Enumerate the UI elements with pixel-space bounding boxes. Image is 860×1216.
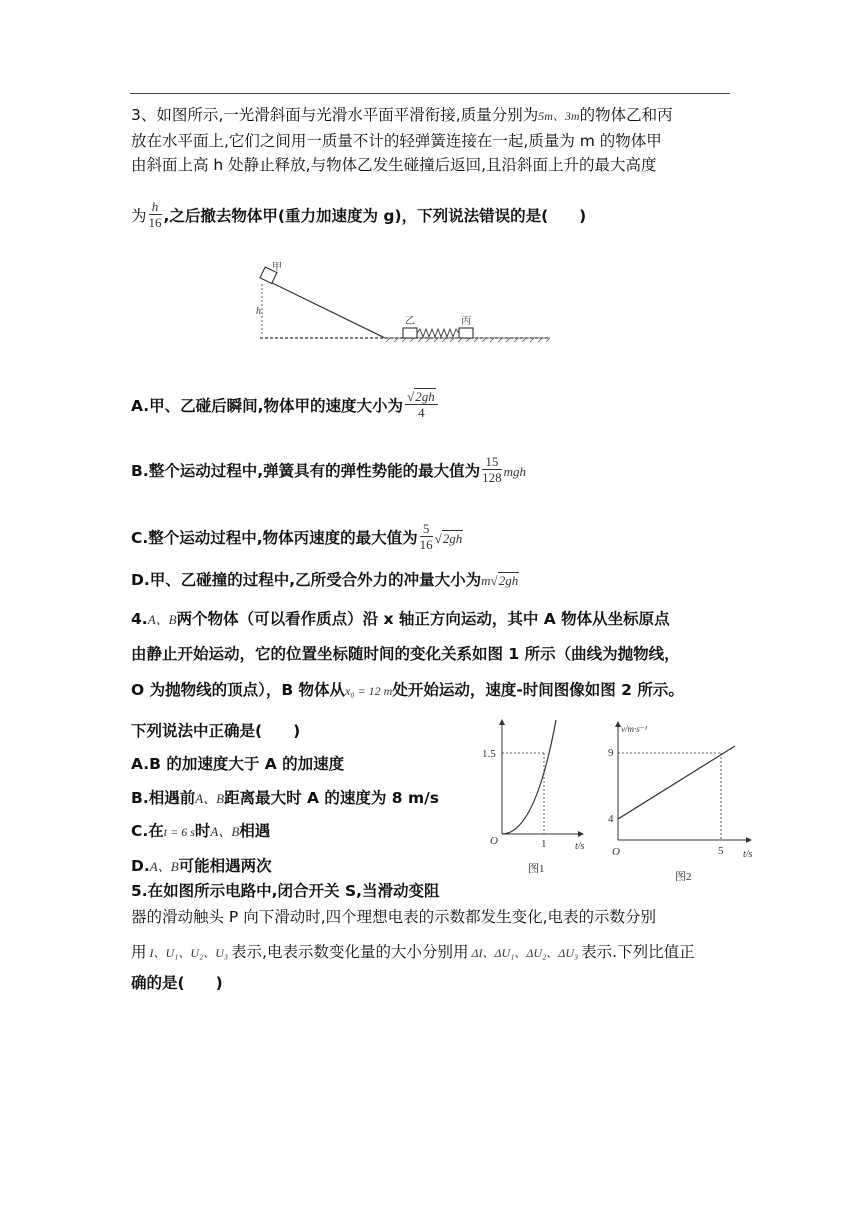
q3-text-bold: ,之后撤去物体甲(重力加速度为 g)，下列说法错误的是( ) bbox=[163, 207, 587, 225]
fig1-parabola bbox=[502, 720, 556, 834]
sqrt-sign: √2gh bbox=[407, 389, 435, 404]
q4-line-2: 由静止开始运动，它的位置坐标随时间的变化关系如图 1 所示（曲线为抛物线， bbox=[131, 645, 680, 663]
block-yi bbox=[403, 328, 417, 338]
option-text: D.甲、乙碰撞的过程中,乙所受合外力的冲量大小为 bbox=[131, 571, 482, 589]
fig1-y-tick: 1.5 bbox=[482, 748, 496, 760]
q4-option-a: A.B 的加速度大于 A 的加速度 bbox=[131, 755, 345, 773]
q3-line-4 bbox=[131, 199, 586, 230]
q3-option-d bbox=[131, 569, 519, 592]
q5-line-2: 器的滑动触头 P 向下滑动时,四个理想电表的示数都发生变化,电表的示数分别 bbox=[131, 908, 657, 926]
radicand: 2gh bbox=[442, 531, 463, 546]
q4-option-d bbox=[131, 855, 272, 878]
frac-denominator: 16 bbox=[419, 537, 433, 552]
label-jia: 甲 bbox=[272, 262, 282, 273]
q3-text-end: 的物体乙和丙 bbox=[579, 106, 673, 124]
q3-text: 3、如图所示,一光滑斜面与光滑水平面平滑衔接,质量分别为 bbox=[131, 106, 539, 124]
fig2-origin: O bbox=[612, 846, 620, 858]
q4-ab: A、B bbox=[149, 859, 179, 874]
radicand: 2gh bbox=[415, 389, 435, 404]
q4-t: t = 6 s bbox=[163, 825, 195, 839]
q4-text: O 为抛物线的顶点），B 物体从 bbox=[131, 681, 346, 699]
frac-numerator: 5 bbox=[420, 521, 433, 537]
option-text: C.在 bbox=[131, 822, 164, 840]
block-bing bbox=[459, 328, 473, 338]
q4-line-3 bbox=[131, 679, 684, 702]
option-c-fraction bbox=[420, 521, 433, 552]
q4-line-4: 下列说法中正确是( ) bbox=[131, 722, 301, 740]
q5-symbols-deltas: ΔI、ΔU₁、ΔU₂、ΔU₃ bbox=[471, 946, 579, 960]
option-text: 可能相遇两次 bbox=[178, 857, 272, 875]
fig1-x-label: t/s bbox=[575, 841, 585, 852]
frac-numerator: h bbox=[149, 199, 162, 215]
q4-x0: x₀ = 12 m bbox=[345, 684, 393, 698]
option-b-fraction bbox=[482, 454, 502, 485]
q3-line-1 bbox=[131, 104, 673, 127]
q4-ab: A、B bbox=[195, 791, 225, 806]
fig2-y-label: v/m·s⁻¹ bbox=[621, 724, 648, 734]
fig2-x-label: t/s bbox=[743, 849, 753, 860]
option-a-math bbox=[405, 389, 438, 420]
fig1-caption: 图1 bbox=[528, 863, 545, 875]
q5-line-4: 确的是( ) bbox=[131, 974, 223, 992]
fig2-caption: 图2 bbox=[675, 871, 692, 883]
q3-fraction bbox=[149, 199, 162, 230]
q5-text: 表示.下列比值正 bbox=[581, 943, 695, 961]
q5-line-1: 5.在如图所示电路中,闭合开关 S,当滑动变阻 bbox=[131, 882, 440, 900]
q4-figure-2 bbox=[605, 718, 765, 886]
q4-option-c bbox=[131, 820, 270, 843]
q3-incline-figure bbox=[250, 258, 560, 350]
q4-text: 两个物体（可以看作质点）沿 x 轴正方向运动，其中 A 物体从坐标原点 bbox=[176, 610, 670, 628]
label-h: h bbox=[256, 306, 261, 317]
radicand: 2gh bbox=[498, 573, 519, 588]
spring bbox=[417, 329, 459, 337]
q4-ab: A、B bbox=[210, 824, 240, 839]
q4-number: 4. bbox=[131, 610, 148, 628]
q3-line-2: 放在水平面上,它们之间用一质量不计的轻弹簧连接在一起,质量为 m 的物体甲 bbox=[131, 132, 662, 150]
option-text: B.相遇前 bbox=[131, 789, 196, 807]
frac-denominator: 128 bbox=[482, 470, 502, 485]
frac-denominator: 4 bbox=[418, 405, 425, 420]
option-b-tail: mgh bbox=[503, 464, 526, 479]
sqrt-sign: √2gh bbox=[434, 531, 463, 546]
option-text: D. bbox=[131, 857, 150, 875]
fig2-x-tick: 5 bbox=[718, 845, 724, 857]
q3-masses: 5m、3m bbox=[538, 109, 580, 123]
q4-text: 处开始运动，速度-时间图像如图 2 所示。 bbox=[392, 681, 684, 699]
option-text: 时 bbox=[194, 822, 211, 840]
q5-line-3 bbox=[131, 941, 695, 964]
q4-option-b bbox=[131, 787, 439, 810]
q4-figure-1 bbox=[480, 716, 595, 878]
option-text: 距离最大时 A 的速度为 8 m/s bbox=[224, 789, 439, 807]
q3-option-c bbox=[131, 521, 463, 552]
label-yi: 乙 bbox=[405, 316, 415, 327]
header-rule bbox=[130, 93, 730, 94]
option-text: A.甲、乙碰后瞬间,物体甲的速度大小为 bbox=[131, 397, 404, 415]
option-text: 相遇 bbox=[239, 822, 271, 840]
ground-hatch bbox=[385, 338, 550, 342]
q4-ab: A、B bbox=[147, 612, 177, 627]
q3-line-3: 由斜面上高 h 处静止释放,与物体乙发生碰撞后返回,且沿斜面上升的最大高度 bbox=[131, 156, 657, 174]
q5-text: 表示,电表示数变化量的大小分别用 bbox=[231, 943, 469, 961]
label-bing: 丙 bbox=[461, 316, 471, 327]
option-d-mass: m bbox=[481, 573, 491, 588]
option-text: B.整个运动过程中,弹簧具有的弹性势能的最大值为 bbox=[131, 462, 481, 480]
fig2-line bbox=[618, 746, 735, 819]
option-text: C.整个运动过程中,物体丙速度的最大值为 bbox=[131, 529, 418, 547]
frac-denominator: 16 bbox=[148, 215, 162, 230]
fig2-y-tick-4: 4 bbox=[608, 813, 614, 825]
sqrt-sign: √2gh bbox=[490, 573, 519, 588]
q3-option-b bbox=[131, 454, 526, 485]
fig1-x-tick: 1 bbox=[541, 838, 547, 850]
q3-option-a bbox=[131, 389, 440, 420]
q5-text: 用 bbox=[131, 943, 147, 961]
frac-numerator: 15 bbox=[482, 454, 502, 470]
fig2-y-tick-9: 9 bbox=[608, 747, 614, 759]
q3-text: 为 bbox=[131, 207, 147, 225]
q4-line-1 bbox=[131, 608, 670, 631]
fig1-origin: O bbox=[490, 835, 498, 847]
q5-symbols-values: I、U₁、U₂、U₃ bbox=[149, 946, 229, 960]
